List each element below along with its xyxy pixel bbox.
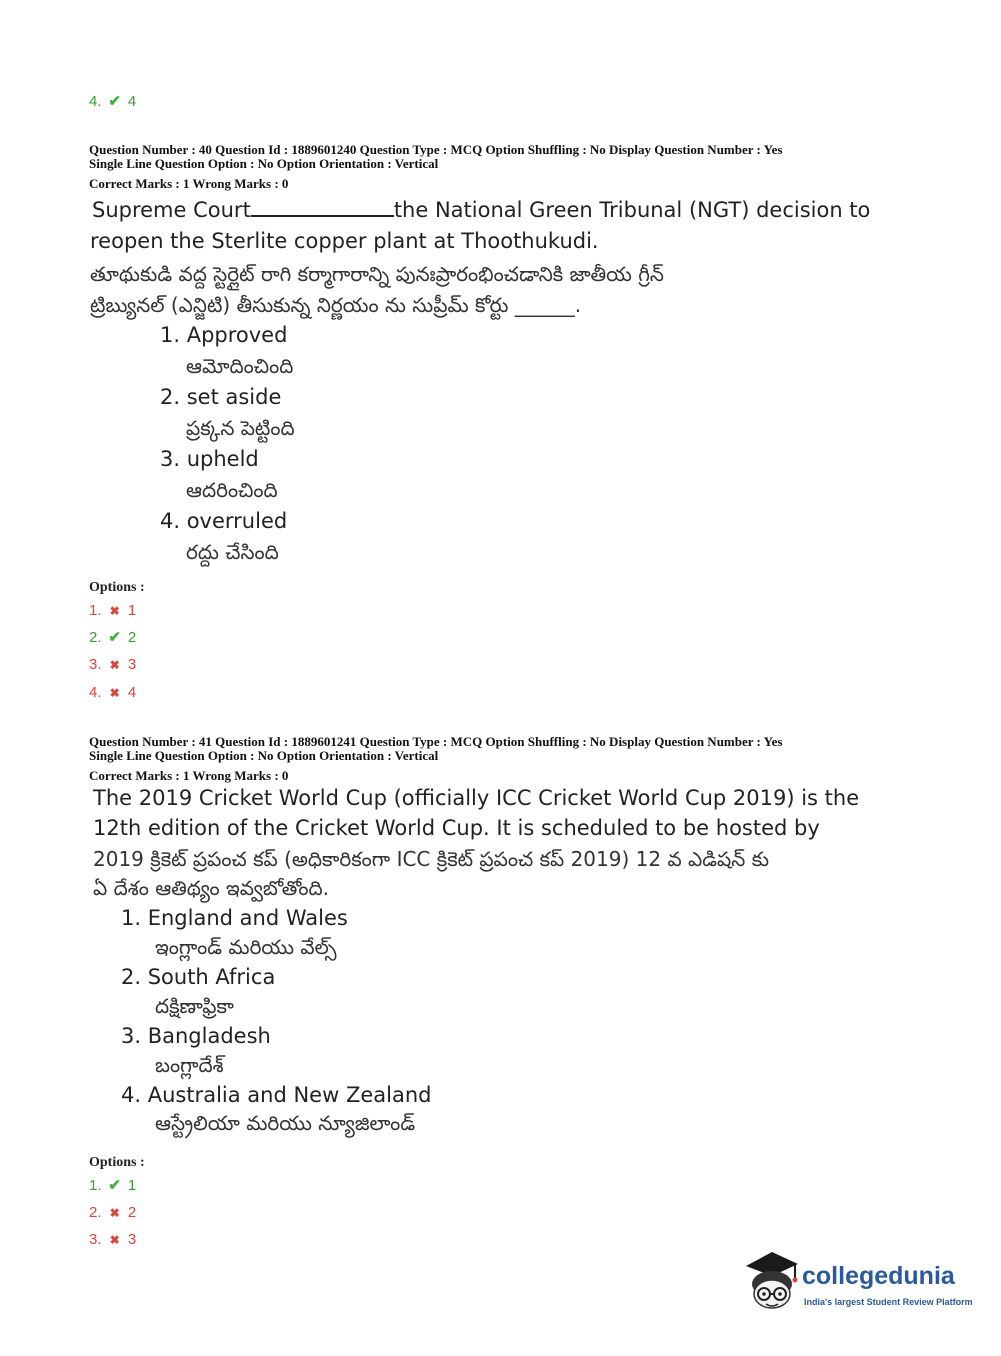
answer-blank bbox=[251, 197, 394, 217]
option-value: 3 bbox=[127, 1231, 137, 1248]
q41-choice-4-te: ఆస్ట్రేలియా మరియు న్యూజిలాండ్ bbox=[155, 1111, 416, 1135]
option-number: 4. bbox=[89, 93, 102, 110]
prev-option-4 bbox=[89, 93, 136, 111]
q41-question-en-line-2: 12th edition of the Cricket World Cup. It is scheduled to be hosted by bbox=[93, 816, 820, 840]
cross-icon: ✖ bbox=[109, 658, 120, 672]
q40-choice-3-en: 3. upheld bbox=[160, 447, 259, 471]
q40-question-en-line-2: reopen the Sterlite copper plant at Thoothukudi. bbox=[90, 229, 599, 253]
q40-options-label: Options : bbox=[89, 580, 145, 595]
cross-icon: ✖ bbox=[109, 1233, 120, 1247]
q41-option-3 bbox=[89, 1231, 136, 1249]
q41-choice-2-te: దక్షిణాఫ్రికా bbox=[155, 994, 234, 1018]
q40-option-3 bbox=[89, 656, 136, 674]
brand-tagline: India's largest Student Review Platform bbox=[804, 1297, 973, 1307]
q41-question-en-line-1: The 2019 Cricket World Cup (officially ICC Cricket World Cup 2019) is the bbox=[93, 786, 860, 810]
q40-meta-line-2: Single Line Question Option : No Option Orientation : Vertical bbox=[89, 156, 439, 171]
q41-option-1 bbox=[89, 1177, 136, 1195]
option-value: 1 bbox=[127, 1177, 137, 1194]
check-icon: ✔ bbox=[108, 93, 121, 110]
option-value: 2 bbox=[127, 629, 137, 646]
q40-choice-3-te: ఆదరించింది bbox=[186, 478, 278, 502]
option-value: 3 bbox=[127, 656, 137, 673]
check-icon: ✔ bbox=[108, 629, 121, 646]
q41-choice-1-en: 1. England and Wales bbox=[121, 906, 348, 930]
option-value: 2 bbox=[127, 1204, 137, 1221]
q41-marks: Correct Marks : 1 Wrong Marks : 0 bbox=[89, 768, 289, 783]
q41-question-te-line-2: ఏ దేశం ఆతిథ్యం ఇవ్వబోతోంది. bbox=[93, 876, 330, 900]
option-number: 3. bbox=[89, 656, 102, 673]
option-number: 1. bbox=[89, 1177, 102, 1194]
cross-icon: ✖ bbox=[109, 604, 120, 618]
q40-meta-line-1: Question Number : 40 Question Id : 1889601240 Question Type : MCQ Option Shuffling : No Display Question Number : Yes bbox=[89, 142, 783, 157]
option-number: 3. bbox=[89, 1231, 102, 1248]
q40-en-part-a: Supreme Court bbox=[92, 198, 251, 222]
q40-question-te-line-1: తూథుకుడి వద్ద స్టెర్లైట్ రాగి కర్మాగారాన్ని పునఃప్రారంభించడానికి జాతీయ గ్రీన్ bbox=[90, 262, 664, 286]
collegedunia-logo bbox=[742, 1250, 972, 1320]
option-value: 4 bbox=[127, 684, 137, 701]
q40-choice-4-en: 4. overruled bbox=[160, 509, 288, 533]
option-value: 1 bbox=[127, 602, 137, 619]
q40-question-en-line-1 bbox=[92, 197, 870, 222]
q40-choice-4-te: రద్దు చేసింది bbox=[186, 540, 279, 564]
option-number: 2. bbox=[89, 629, 102, 646]
check-icon: ✔ bbox=[108, 1177, 121, 1194]
q40-option-2 bbox=[89, 629, 136, 647]
q40-question-te-line-2: ట్రిబ్యునల్ (ఎన్జిటి) తీసుకున్న నిర్ణయం ను సుప్రీమ్ కోర్టు ______. bbox=[90, 293, 582, 317]
q40-choice-2-en: 2. set aside bbox=[160, 385, 282, 409]
q41-choice-3-te: బంగ్లాదేశ్ bbox=[155, 1053, 224, 1077]
q40-marks: Correct Marks : 1 Wrong Marks : 0 bbox=[89, 176, 289, 191]
q41-option-2 bbox=[89, 1204, 136, 1222]
q40-option-4 bbox=[89, 684, 136, 702]
q40-en-part-b: the National Green Tribunal (NGT) decision to bbox=[393, 198, 871, 222]
brand-name: collegedunia bbox=[802, 1262, 955, 1290]
q41-choice-4-en: 4. Australia and New Zealand bbox=[121, 1083, 432, 1107]
q40-option-1 bbox=[89, 602, 136, 620]
q40-choice-1-en: 1. Approved bbox=[160, 323, 288, 347]
q41-meta-line-1: Question Number : 41 Question Id : 1889601241 Question Type : MCQ Option Shuffling : No Display Question Number : Yes bbox=[89, 734, 783, 749]
q41-choice-2-en: 2. South Africa bbox=[121, 965, 276, 989]
q41-meta-line-2: Single Line Question Option : No Option Orientation : Vertical bbox=[89, 748, 439, 763]
option-number: 1. bbox=[89, 602, 102, 619]
q40-choice-1-te: ఆమోదించింది bbox=[186, 354, 294, 378]
option-value: 4 bbox=[127, 93, 137, 110]
q41-question-te-line-1: 2019 క్రికెట్ ప్రపంచ కప్ (అధికారికంగా ICC క్రికెట్ ప్రపంచ కప్ 2019) 12 వ ఎడిషన్ కు bbox=[93, 847, 770, 871]
cross-icon: ✖ bbox=[109, 686, 120, 700]
option-number: 4. bbox=[89, 684, 102, 701]
q40-choice-2-te: ప్రక్కన పెట్టింది bbox=[186, 416, 295, 440]
cross-icon: ✖ bbox=[109, 1206, 120, 1220]
q41-options-label: Options : bbox=[89, 1155, 145, 1170]
q41-choice-3-en: 3. Bangladesh bbox=[121, 1024, 271, 1048]
q41-choice-1-te: ఇంగ్లాండ్ మరియు వేల్స్ bbox=[155, 935, 337, 959]
option-number: 2. bbox=[89, 1204, 102, 1221]
mascot-icon bbox=[742, 1250, 802, 1314]
